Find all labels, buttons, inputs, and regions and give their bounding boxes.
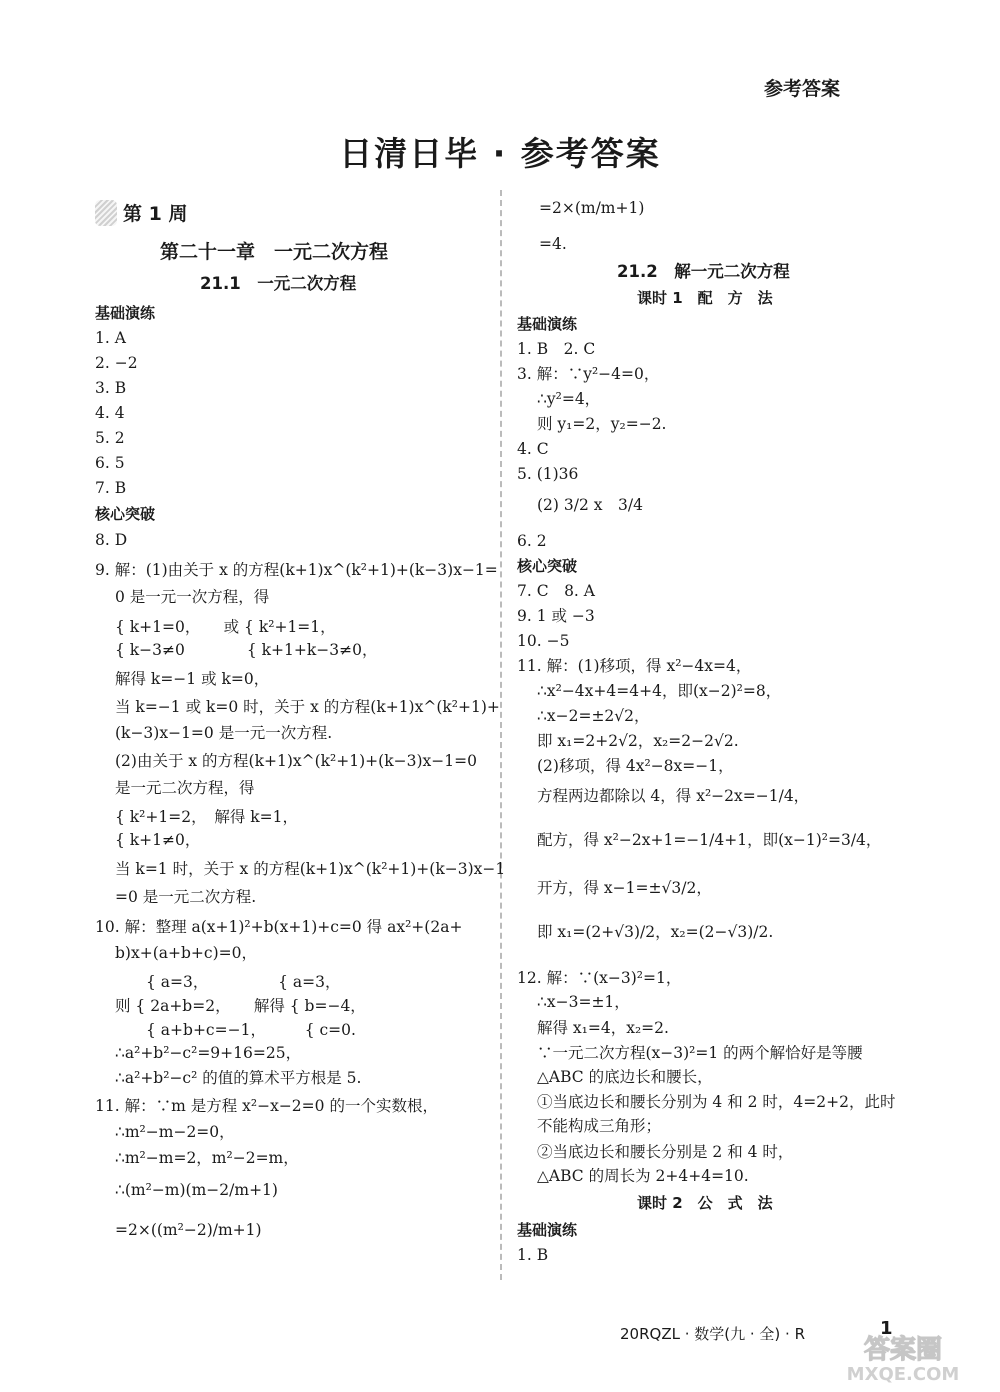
footer-code: 20RQZL · 数学(九 · 全) · R (620, 1325, 805, 1343)
left-line: 则 { 2a+b=2， 解得 { b=−4， (115, 997, 366, 1015)
section-title: 21.1 一元二次方程 (200, 274, 357, 293)
leaf-icon (95, 200, 117, 226)
right-line: 即 x₁=2+2√2，x₂=2−2√2. (537, 732, 739, 750)
left-line: 3. B (95, 379, 127, 397)
right-line: 核心突破 (517, 557, 578, 575)
left-line: { a=3， { a=3， (115, 973, 341, 991)
right-line: ∴x−2=±2√2， (537, 707, 650, 725)
right-line: △ABC 的底边长和腰长， (537, 1068, 713, 1086)
left-line: 基础演练 (95, 304, 156, 322)
left-line: 是一元二次方程，得 (115, 779, 255, 797)
left-line: { k+1≠0， (115, 831, 201, 849)
right-line: 21.2 解一元二次方程 (617, 262, 790, 281)
left-line: { k+1=0， 或 { k²+1=1， (115, 618, 336, 636)
left-line: 核心突破 (95, 505, 156, 523)
left-line: 解得 k=−1 或 k=0， (115, 670, 270, 688)
watermark-url: MXQE.COM (846, 1364, 960, 1385)
right-line: △ABC 的周长为 2+4+4=10. (537, 1167, 749, 1185)
watermark-text: 答案圈 (863, 1335, 943, 1365)
right-line: =2×(m/m+1) (539, 199, 645, 217)
left-line: =0 是一元二次方程. (115, 888, 257, 906)
right-line: ∵一元二次方程(x−3)²=1 的两个解恰好是等腰 (537, 1044, 863, 1062)
right-line: 基础演练 (517, 1221, 578, 1239)
left-line: (2)由关于 x 的方程(k+1)x^(k²+1)+(k−3)x−1=0 (115, 752, 477, 770)
left-line: 6. 5 (95, 454, 125, 472)
left-line: =2×((m²−2)/m+1) (115, 1221, 262, 1239)
left-line: 0 是一元一次方程，得 (115, 588, 270, 606)
right-line: 11. 解：(1)移项，得 x²−4x=4， (517, 657, 752, 675)
right-line: 4. C (517, 440, 549, 458)
page-number: 1 (880, 1318, 893, 1339)
left-line: 5. 2 (95, 429, 125, 447)
right-line: 1. B 2. C (517, 340, 596, 358)
left-line: 当 k=−1 或 k=0 时，关于 x 的方程(k+1)x^(k²+1)+ (115, 698, 500, 716)
left-line: { k²+1=2， 解得 k=1， (115, 808, 299, 826)
right-line: 9. 1 或 −3 (517, 607, 595, 625)
right-line: =4. (539, 235, 567, 253)
page-title: 日清日毕 · 参考答案 (339, 134, 661, 173)
right-line: 6. 2 (517, 532, 547, 550)
right-line: (2)移项，得 4x²−8x=−1， (537, 757, 734, 775)
right-line: 3. 解：∵y²−4=0， (517, 365, 660, 383)
left-line: 4. 4 (95, 404, 125, 422)
right-line: 1. B (517, 1246, 549, 1264)
right-line: (2) 3/2 x 3/4 (537, 496, 643, 514)
header-corner-label: 参考答案 (763, 78, 840, 100)
right-line: 12. 解：∵(x−3)²=1， (517, 969, 682, 987)
left-line: ∴a²+b²−c² 的值的算术平方根是 5. (115, 1069, 362, 1087)
left-line: 2. −2 (95, 354, 138, 372)
left-line: b)x+(a+b+c)=0， (115, 944, 257, 962)
right-line: 配方，得 x²−2x+1=−1/4+1，即(x−1)²=3/4， (537, 831, 882, 849)
left-line: ∴m²−m=2，m²−2=m， (115, 1149, 299, 1167)
right-line: ∴x²−4x+4=4+4，即(x−2)²=8， (537, 682, 782, 700)
right-line: 方程两边都除以 4，得 x²−2x=−1/4， (537, 787, 810, 805)
left-line: { a+b+c=−1， { c=0. (115, 1021, 356, 1039)
right-line: 5. (1)36 (517, 465, 579, 483)
right-line: 7. C 8. A (517, 582, 595, 600)
right-line: ∴y²=4， (537, 390, 601, 408)
chapter-title: 第二十一章 一元二次方程 (160, 241, 389, 263)
column-divider (500, 190, 502, 1280)
left-line: ∴a²+b²−c²=9+16=25， (115, 1044, 302, 1062)
right-line: 开方，得 x−1=±√3/2， (537, 879, 712, 897)
right-line: 基础演练 (517, 315, 578, 333)
left-line: 8. D (95, 531, 128, 549)
right-line: 10. −5 (517, 632, 570, 650)
left-line: 当 k=1 时，关于 x 的方程(k+1)x^(k²+1)+(k−3)x−1 (115, 860, 506, 878)
right-line: 则 y₁=2，y₂=−2. (537, 415, 667, 433)
right-line: ①当底边长和腰长分别为 4 和 2 时，4=2+2，此时 (537, 1093, 896, 1111)
left-line: 1. A (95, 329, 126, 347)
week-label: 第 1 周 (123, 203, 188, 225)
left-line: (k−3)x−1=0 是一元一次方程. (115, 724, 333, 742)
left-line: 9. 解：(1)由关于 x 的方程(k+1)x^(k²+1)+(k−3)x−1= (95, 561, 498, 579)
right-line: ②当底边长和腰长分别是 2 和 4 时， (537, 1143, 794, 1161)
left-line: 11. 解：∵m 是方程 x²−x−2=0 的一个实数根， (95, 1097, 438, 1115)
left-line: 10. 解：整理 a(x+1)²+b(x+1)+c=0 得 ax²+(2a+ (95, 918, 463, 936)
left-line: ∴m²−m−2=0， (115, 1123, 235, 1141)
right-line: 解得 x₁=4，x₂=2. (537, 1019, 669, 1037)
right-line: ∴x−3=±1， (537, 993, 630, 1011)
watermark-logo (818, 1330, 988, 1385)
right-line: 即 x₁=(2+√3)/2，x₂=(2−√3)/2. (537, 923, 774, 941)
left-line: 7. B (95, 479, 127, 497)
left-line: ∴(m²−m)(m−2/m+1) (115, 1181, 278, 1199)
right-line: 不能构成三角形； (537, 1117, 662, 1135)
left-line: { k−3≠0 { k+1+k−3≠0， (115, 641, 378, 659)
right-line: 课时 2 公 式 法 (637, 1194, 773, 1212)
right-line: 课时 1 配 方 法 (637, 289, 773, 307)
